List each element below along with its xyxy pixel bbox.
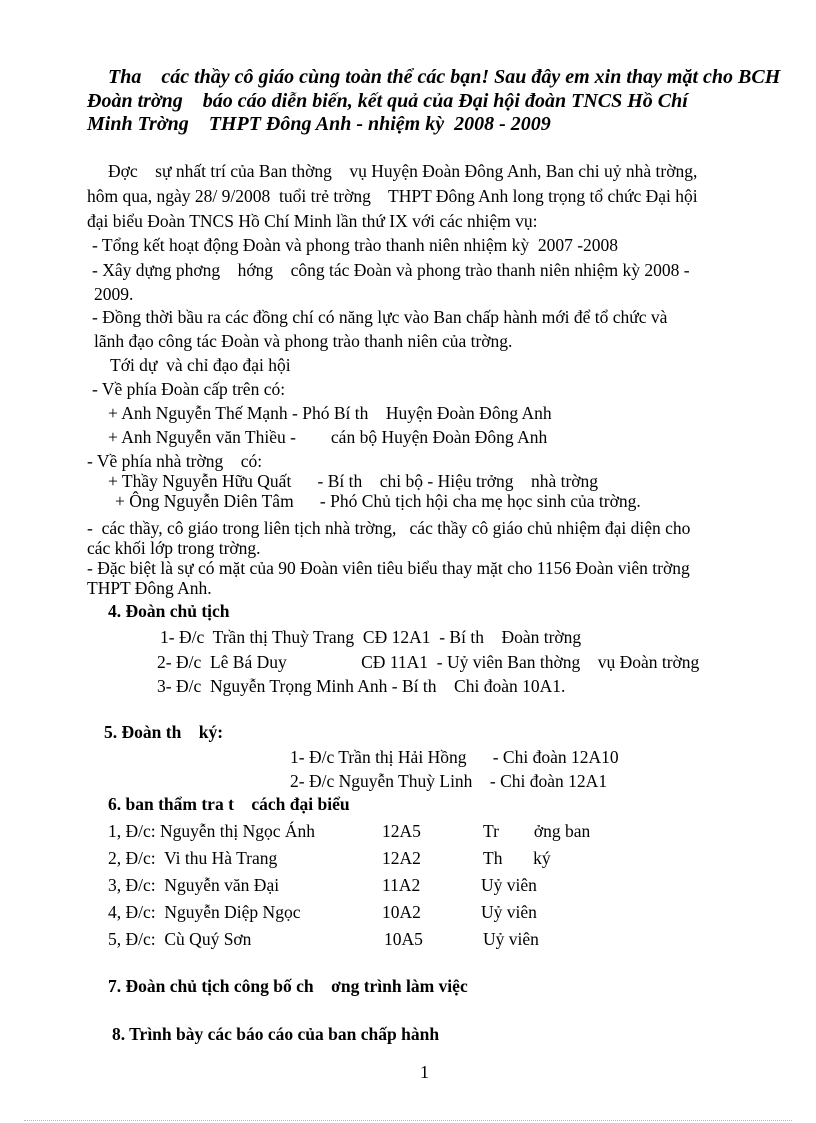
attend-school-head: - Về phía nhà trờng có:	[87, 451, 263, 471]
attend-school-1: + Thầy Nguyễn Hữu Quất - Bí th chi bộ - Hiệu trởng nhà trờng	[108, 471, 599, 491]
credentials-row-1-name: 1, Đ/c: Nguyễn thị Ngọc Ánh	[108, 821, 316, 841]
attend-teachers-line-1: - các thầy, cô giáo trong liên tịch nhà trờng, các thầy cô giáo chủ nhiệm đại diện cho	[87, 518, 691, 538]
attend-special-line-2: THPT Đông Anh.	[87, 578, 212, 598]
intro-line-3: Minh Trờng THPT Đông Anh - nhiệm kỳ 2008 - 2009	[87, 113, 551, 135]
credentials-row-5-class: 10A5	[384, 929, 423, 949]
task-3-line-2: lãnh đạo công tác Đoàn và phong trào thanh niên của trờng.	[94, 331, 513, 351]
credentials-row-5-name: 5, Đ/c: Cù Quý Sơn	[108, 929, 252, 949]
page-number: 1	[420, 1062, 429, 1082]
page-bottom-divider	[24, 1120, 792, 1121]
credentials-row-4-role: Uỷ viên	[481, 902, 537, 922]
secretariat-heading: 5. Đoàn th ký:	[104, 722, 224, 742]
credentials-row-2-name: 2, Đ/c: Vi thu Hà Trang	[108, 848, 278, 868]
credentials-row-3-role: Uỷ viên	[481, 875, 537, 895]
section-7-heading: 7. Đoàn chủ tịch công bố ch ơng trình làm việc	[108, 976, 468, 996]
credentials-row-2-class: 12A2	[382, 848, 421, 868]
presidium-member-3: 3- Đ/c Nguyễn Trọng Minh Anh - Bí th Chi đoàn 10A1.	[157, 676, 566, 696]
para1-line-2: hôm qua, ngày 28/ 9/2008 tuổi trẻ trờng THPT Đông Anh long trọng tổ chức Đại hội	[87, 186, 698, 206]
intro-line-1: Tha các thầy cô giáo cùng toàn thể các bạn! Sau đây em xin thay mặt cho BCH	[108, 66, 781, 88]
para1-line-3: đại biểu Đoàn TNCS Hồ Chí Minh lần thứ IX với các nhiệm vụ:	[87, 211, 538, 231]
attend-upper-1: + Anh Nguyễn Thế Mạnh - Phó Bí th Huyện Đoàn Đông Anh	[108, 403, 552, 423]
task-1: - Tổng kết hoạt động Đoàn và phong trào thanh niên nhiệm kỳ 2007 -2008	[92, 235, 619, 255]
credentials-row-1-class: 12A5	[382, 821, 421, 841]
presidium-member-1: 1- Đ/c Trần thị Thuỳ Trang CĐ 12A1 - Bí th Đoàn trờng	[160, 627, 582, 647]
credentials-row-4-class: 10A2	[382, 902, 421, 922]
presidium-member-2: 2- Đ/c Lê Bá Duy CĐ 11A1 - Uỷ viên Ban thờng vụ Đoàn trờng	[157, 652, 700, 672]
credentials-row-2-role: Th ký	[483, 848, 551, 868]
presidium-heading: 4. Đoàn chủ tịch	[108, 601, 230, 621]
attend-teachers-line-2: các khối lớp trong trờng.	[87, 538, 261, 558]
task-3-line-1: - Đồng thời bầu ra các đồng chí có năng lực vào Ban chấp hành mới để tổ chức và	[92, 307, 668, 327]
credentials-row-3-name: 3, Đ/c: Nguyễn văn Đại	[108, 875, 280, 895]
attend-upper-head: - Về phía Đoàn cấp trên có:	[92, 379, 286, 399]
task-2-line-1: - Xây dựng phơng hớng công tác Đoàn và phong trào thanh niên nhiệm kỳ 2008 -	[92, 260, 690, 280]
credentials-row-5-role: Uỷ viên	[483, 929, 539, 949]
intro-line-2: Đoàn trờng báo cáo diễn biến, kết quả của Đại hội đoàn TNCS Hồ Chí	[87, 90, 688, 112]
attend-special-line-1: - Đặc biệt là sự có mặt của 90 Đoàn viên tiêu biểu thay mặt cho 1156 Đoàn viên trờng	[87, 558, 690, 578]
credentials-heading: 6. ban thẩm tra t cách đại biểu	[108, 794, 350, 814]
attend-heading: Tới dự và chỉ đạo đại hội	[110, 355, 291, 375]
secretariat-member-1: 1- Đ/c Trần thị Hải Hồng - Chi đoàn 12A10	[290, 747, 619, 767]
credentials-row-4-name: 4, Đ/c: Nguyễn Diệp Ngọc	[108, 902, 301, 922]
credentials-row-3-class: 11A2	[382, 875, 421, 895]
attend-school-2: + Ông Nguyễn Diên Tâm - Phó Chủ tịch hội cha mẹ học sinh của trờng.	[115, 491, 641, 511]
section-8-heading: 8. Trình bày các báo cáo của ban chấp hành	[112, 1024, 440, 1044]
credentials-row-1-role: Tr ởng ban	[483, 821, 591, 841]
para1-line-1: Đợc sự nhất trí của Ban thờng vụ Huyện Đoàn Đông Anh, Ban chi uỷ nhà trờng,	[108, 161, 698, 181]
secretariat-member-2: 2- Đ/c Nguyễn Thuỳ Linh - Chi đoàn 12A1	[290, 771, 608, 791]
task-2-line-2: 2009.	[94, 284, 134, 304]
attend-upper-2: + Anh Nguyễn văn Thiều - cán bộ Huyện Đoàn Đông Anh	[108, 427, 548, 447]
